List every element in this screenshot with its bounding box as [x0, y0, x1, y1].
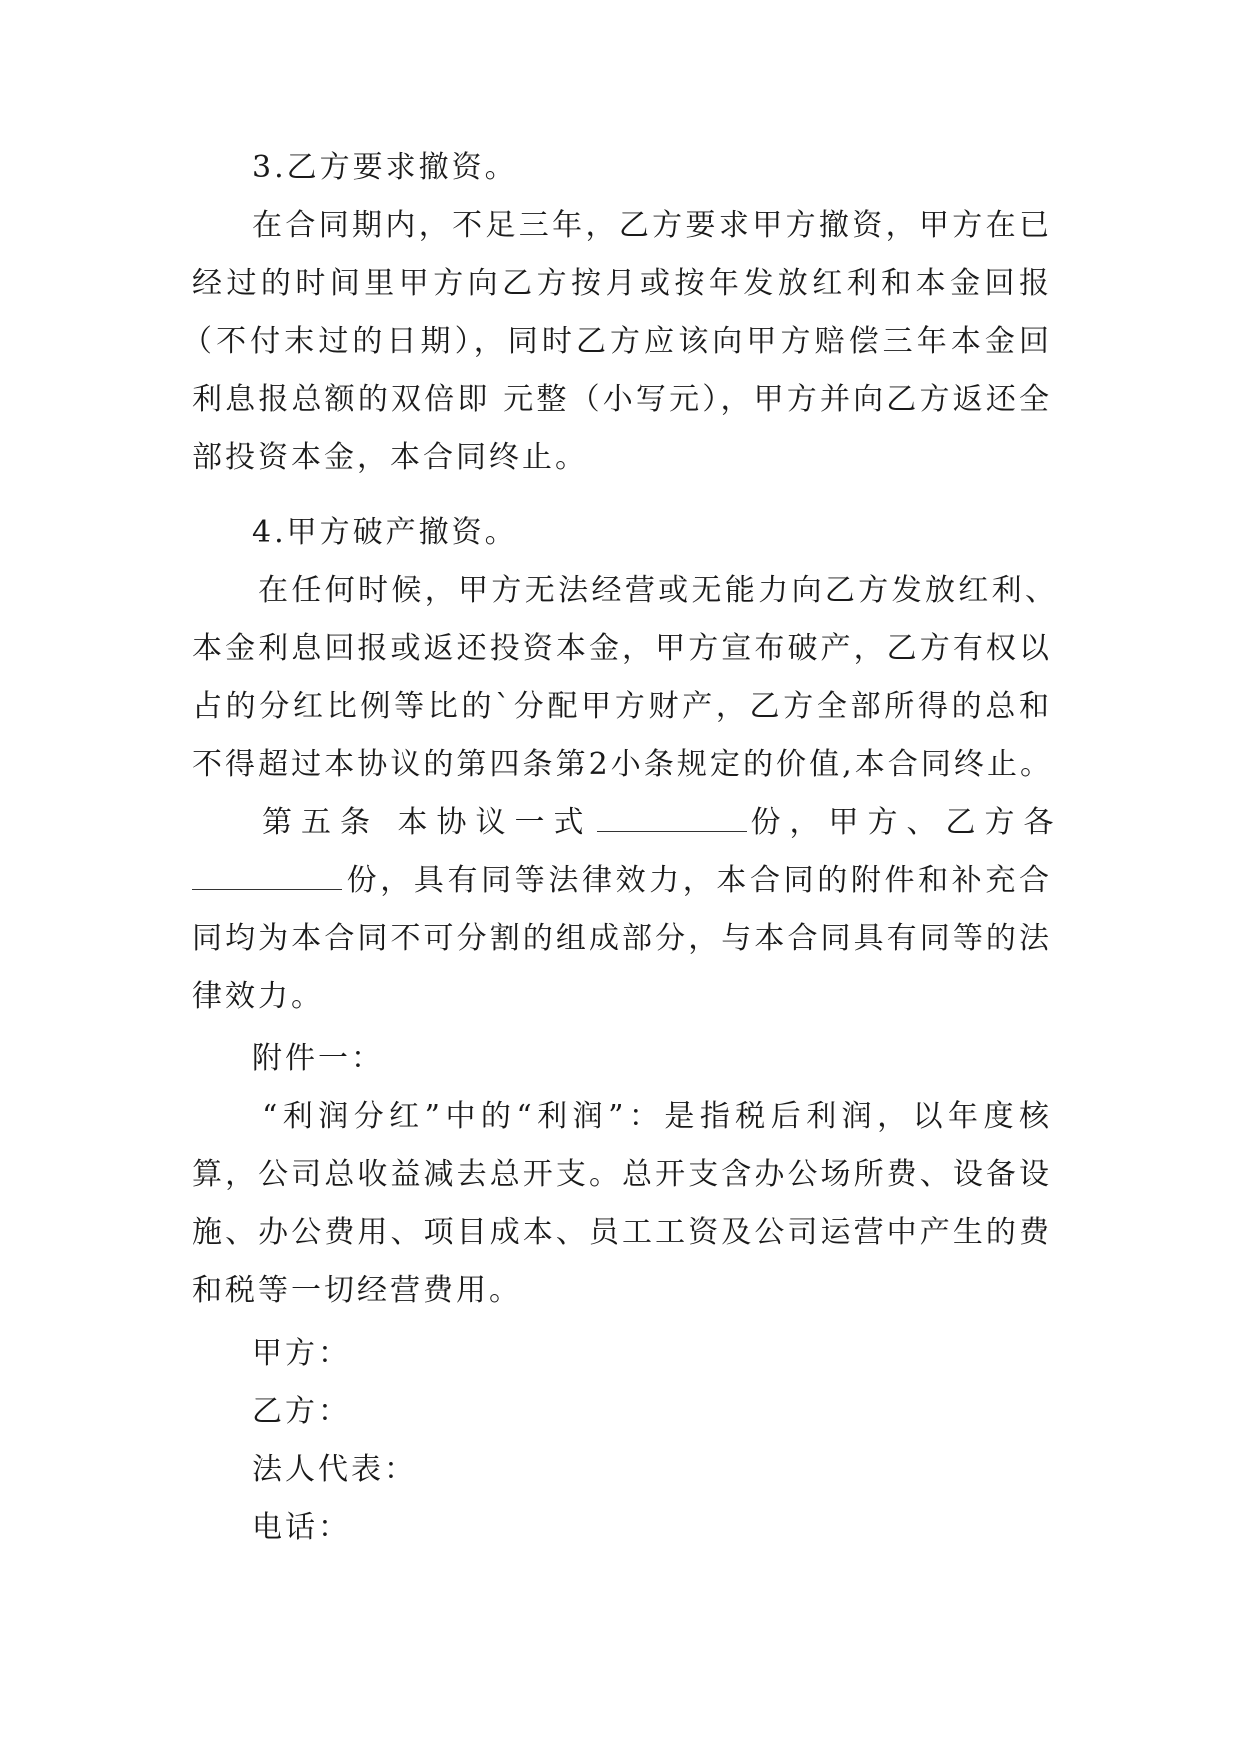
article-5-text: 份，具有同等法律效力，本合同的附件和补充合	[346, 863, 1052, 898]
paragraph-line: 同均为本合同不可分割的组成部分，与本合同具有同等的法	[192, 921, 1052, 956]
attachment-title: 附件一：	[252, 1041, 384, 1076]
paragraph-line: 本金利息回报或返还投资本金，甲方宣布破产，乙方有权以	[192, 631, 1052, 666]
signature-party-a: 甲方：	[252, 1336, 351, 1371]
article-5-text: 第五条 本协议一式	[262, 805, 593, 840]
copies-each-blank	[192, 857, 342, 890]
paragraph-line: 经过的时间里甲方向乙方按月或按年发放红利和本金回报	[192, 266, 1052, 301]
clause-3-heading: 3.乙方要求撤资。	[252, 150, 518, 185]
clause-4-heading: 4.甲方破产撤资。	[252, 515, 518, 550]
paragraph-line: 在任何时候，甲方无法经营或无能力向乙方发放红利、	[258, 573, 1058, 608]
article-5-line-1	[262, 794, 1062, 852]
attachment-line: 算，公司总收益减去总开支。总开支含办公场所费、设备设	[192, 1157, 1052, 1192]
paragraph-line: 部投资本金，本合同终止。	[192, 440, 588, 475]
paragraph-line: 不得超过本协议的第四条第2小条规定的价值,本合同终止。	[192, 747, 1052, 782]
paragraph-line: （不付末过的日期），同时乙方应该向甲方赔偿三年本金回	[182, 324, 1052, 359]
article-5-text: 份，甲方、乙方各	[750, 805, 1063, 840]
article-5-line-2	[192, 852, 1052, 910]
paragraph-line: 在合同期内，不足三年，乙方要求甲方撤资，甲方在已	[252, 208, 1052, 243]
paragraph-line: 利息报总额的双倍即 元整（小写元），甲方并向乙方返还全	[192, 382, 1052, 417]
attachment-line: 施、办公费用、项目成本、员工工资及公司运营中产生的费	[192, 1215, 1052, 1250]
signature-phone: 电话：	[252, 1510, 351, 1545]
paragraph-line: 律效力。	[192, 979, 324, 1014]
attachment-line: 和税等一切经营费用。	[192, 1273, 522, 1308]
signature-legal-rep: 法人代表：	[252, 1452, 417, 1487]
attachment-line: “利润分红”中的“利润”：是指税后利润，以年度核	[262, 1099, 1052, 1134]
copies-total-blank	[597, 799, 747, 832]
paragraph-line: 占的分红比例等比的`分配甲方财产，乙方全部所得的总和	[192, 689, 1052, 724]
signature-party-b: 乙方：	[252, 1394, 351, 1429]
